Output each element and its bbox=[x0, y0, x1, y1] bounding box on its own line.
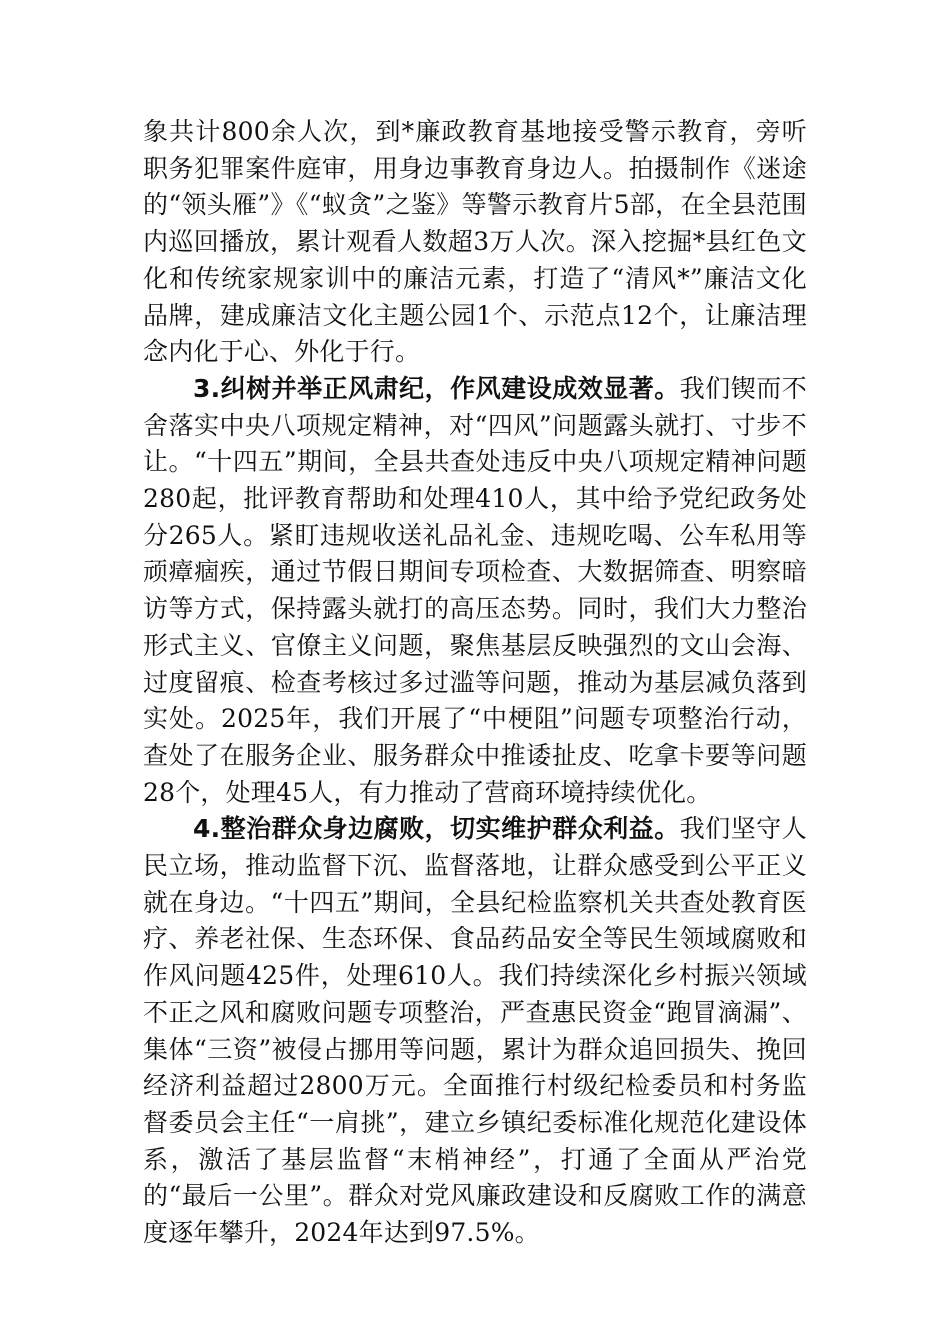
paragraph-text: 象共计800余人次，到*廉政教育基地接受警示教育，旁听职务犯罪案件庭审，用身边事教育身边人。拍摄制作《迷途的“领头雁”》《“蚁贪”之鉴》等警示教育片5部，在全县范围内巡回播放，累计观看人数超3万人次。深入挖掘*县红色文化和传统家规家训中的廉洁元素，打造了“清风*”廉洁文化品牌，建成廉洁文化主题公园1个、示范点12个，让廉洁理念内化于心、外化于行。 bbox=[143, 117, 807, 367]
paragraph-text: 我们坚守人民立场，推动监督下沉、监督落地，让群众感受到公平正义就在身边。“十四五”期间，全县纪检监察机关共查处教育医疗、养老社保、生态环保、食品药品安全等民生领域腐败和作风问题425件，处理610人。我们持续深化乡村振兴领域不正之风和腐败问题专项整治，严查惠民资金“跑冒滴漏”、集体“三资”被侵占挪用等问题，累计为群众追回损失、挽回经济利益超过2800万元。全面推行村级纪检委员和村务监督委员会主任“一肩挑”，建立乡镇纪委标准化规范化建设体系，激活了基层监督“末梢神经”，打通了全面从严治党的“最后一公里”。群众对党风廉政建设和反腐败工作的满意度逐年攀升，2024年达到97.5%。 bbox=[143, 814, 807, 1248]
paragraph-text: 我们锲而不舍落实中央八项规定精神，对“四风”问题露头就打、寸步不让。“十四五”期间，全县共查处违反中央八项规定精神问题280起，批评教育帮助和处理410人，其中给予党纪政务处分265人。紧盯违规收送礼品礼金、违规吃喝、公车私用等顽瘴痼疾，通过节假日期间专项检查、大数据筛查、明察暗访等方式，保持露头就打的高压态势。同时，我们大力整治形式主义、官僚主义问题，聚焦基层反映强烈的文山会海、过度留痕、检查考核过多过滥等问题，推动为基层减负落到实处。2025年，我们开展了“中梗阻”问题专项整治行动，查处了在服务企业、服务群众中推诿扯皮、吃拿卡要等问题28个，处理45人，有力推动了营商环境持续优化。 bbox=[143, 373, 807, 807]
paragraph-section-4 bbox=[143, 811, 807, 1251]
section-heading: 3.纠树并举正风肃纪，作风建设成效显著。 bbox=[193, 373, 680, 403]
section-heading: 4.整治群众身边腐败，切实维护群众利益。 bbox=[193, 814, 680, 844]
document-body bbox=[143, 114, 807, 1252]
paragraph-section-3 bbox=[143, 371, 807, 811]
paragraph-continuation bbox=[143, 114, 807, 371]
